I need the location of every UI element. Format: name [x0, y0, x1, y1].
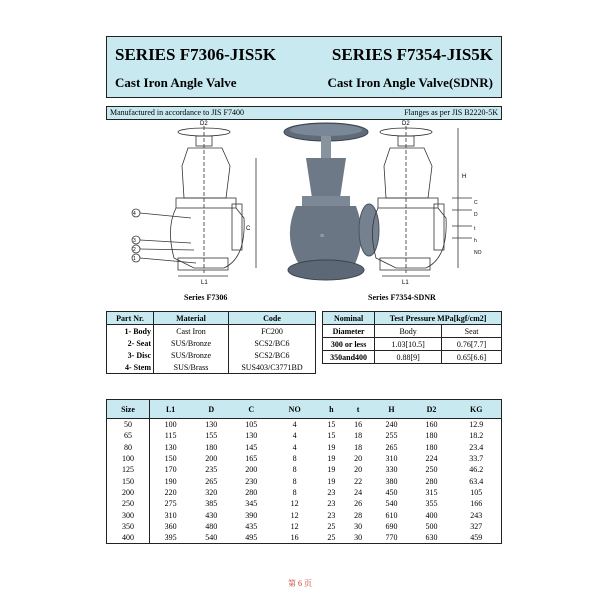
dimensions-cell: 4	[292, 442, 297, 452]
dim-c-left: C	[246, 226, 251, 232]
dimensions-cell: 46.2	[469, 465, 484, 475]
dimensions-cell: 250	[107, 498, 150, 509]
mat-cell: SCS2/BC6	[254, 350, 290, 360]
mat-cell: SUS/Bronze	[154, 337, 229, 349]
dimensions-cell: 125	[107, 464, 150, 475]
part-1: 1	[133, 256, 136, 262]
dimensions-table	[106, 399, 502, 544]
subtitle-right: Cast Iron Angle Valve(SDNR)	[327, 75, 493, 90]
pres-header-test: Test Pressure MPa[kgf/cm2]	[375, 312, 502, 325]
dimensions-cell: 15	[327, 431, 336, 441]
table-row	[107, 349, 316, 361]
dimensions-cell: 275	[164, 499, 177, 509]
dimensions-cell: 250	[425, 465, 438, 475]
dimensions-cell: 63.4	[469, 476, 484, 486]
dimensions-cell: 16	[354, 420, 363, 430]
dimensions-cell: 8	[292, 487, 297, 497]
dimensions-cell: 12	[290, 521, 299, 531]
dimensions-cell: 190	[164, 476, 177, 486]
part-4: 4	[133, 211, 136, 217]
pres-cell: 1.03[10.5]	[375, 338, 442, 351]
dimensions-cell: 20	[354, 454, 363, 464]
dimensions-cell: 320	[205, 487, 218, 497]
dimensions-cell: 200	[205, 454, 218, 464]
series-title-right: SERIES F7354-JIS5K	[331, 45, 493, 64]
dimensions-cell: 12.9	[469, 420, 484, 430]
dimensions-cell: 235	[205, 465, 218, 475]
part-2: 2	[133, 247, 136, 253]
dimensions-cell: 28	[354, 510, 363, 520]
dimensions-cell: 25	[327, 533, 336, 543]
mat-header-part: Part Nr.	[107, 312, 154, 325]
dimensions-cell: 240	[385, 420, 398, 430]
dim-d2-right: D2	[402, 121, 410, 127]
valve-photo	[284, 123, 379, 280]
mat-cell: 1- Body	[107, 325, 154, 338]
dim-l1-right: L1	[402, 280, 409, 286]
drawing-svg	[106, 118, 502, 294]
table-row	[107, 521, 502, 532]
dimensions-cell: 130	[245, 431, 258, 441]
dimensions-cell: 12	[290, 510, 299, 520]
table-row	[107, 464, 502, 475]
dimensions-cell: 155	[205, 431, 218, 441]
dimensions-header-cell: L1	[150, 400, 192, 419]
dim-t-right: t	[474, 226, 476, 232]
pressure-table	[322, 311, 502, 364]
dimensions-cell: 310	[164, 510, 177, 520]
dimensions-cell: 24	[354, 487, 363, 497]
pres-diameter: Diameter	[323, 325, 375, 338]
dimensions-cell: 23	[327, 487, 336, 497]
dimensions-cell: 19	[327, 476, 336, 486]
dimensions-cell: 265	[385, 442, 398, 452]
mat-cell: 4- Stem	[107, 361, 154, 374]
pres-cell: 0.65[6.6]	[442, 351, 502, 364]
table-row	[107, 430, 502, 441]
mat-cell: SUS/Bronze	[154, 349, 229, 361]
pres-cell: 300 or less	[323, 338, 375, 351]
caption-left: Series F7306	[184, 293, 228, 302]
materials-table	[106, 311, 316, 374]
table-row	[107, 532, 502, 544]
dimensions-cell: 105	[245, 420, 258, 430]
subtitle-left: Cast Iron Angle Valve	[115, 75, 237, 90]
dimensions-cell: 360	[164, 521, 177, 531]
dimensions-cell: 630	[425, 533, 438, 543]
dimensions-cell: 300	[107, 509, 150, 520]
dimensions-cell: 327	[470, 521, 483, 531]
dimensions-header-cell: NO	[271, 400, 318, 419]
left-schematic	[132, 126, 256, 276]
dimensions-cell: 180	[425, 442, 438, 452]
mat-cell: SCS2/BC6	[254, 338, 290, 348]
pres-cell: 350and400	[323, 351, 375, 364]
mat-cell: 3- Disc	[107, 349, 154, 361]
svg-text:≡: ≡	[320, 233, 325, 240]
dimensions-cell: 500	[425, 521, 438, 531]
dimensions-cell: 16	[290, 533, 299, 543]
page-number: 第 6 页	[288, 579, 312, 588]
table-row	[107, 325, 316, 338]
table-row	[107, 475, 502, 486]
dimensions-cell: 770	[385, 533, 398, 543]
series-title-left: SERIES F7306-JIS5K	[115, 45, 277, 64]
dimensions-cell: 145	[245, 442, 258, 452]
dimensions-cell: 100	[164, 420, 177, 430]
table-row	[107, 361, 316, 374]
mat-cell: FC200	[261, 326, 283, 336]
dimensions-cell: 315	[425, 487, 438, 497]
dimensions-cell: 20	[354, 465, 363, 475]
dimensions-cell: 18	[354, 431, 363, 441]
dimensions-cell: 200	[107, 487, 150, 498]
mat-header-material: Material	[154, 312, 229, 325]
dimensions-cell: 4	[292, 431, 297, 441]
dimensions-cell: 540	[205, 533, 218, 543]
dimensions-cell: 130	[164, 442, 177, 452]
dim-d2-left: D2	[200, 121, 208, 127]
flange-note: Flanges as per JIS B2220-5K	[404, 108, 498, 117]
valve-drawings	[106, 118, 502, 294]
right-schematic	[372, 126, 472, 276]
dimensions-header-cell: D	[191, 400, 231, 419]
dimensions-cell: 160	[425, 420, 438, 430]
table-row	[107, 337, 316, 349]
dimensions-cell: 170	[164, 465, 177, 475]
table-row	[107, 453, 502, 464]
dimensions-cell: 150	[164, 454, 177, 464]
header-banner	[106, 36, 502, 98]
dimensions-cell: 166	[470, 499, 483, 509]
dimensions-cell: 395	[164, 533, 177, 543]
table-row	[107, 509, 502, 520]
dimensions-cell: 8	[292, 476, 297, 486]
dimensions-header-cell: C	[231, 400, 271, 419]
dimensions-cell: 450	[385, 487, 398, 497]
dimensions-cell: 459	[470, 533, 483, 543]
table-row	[323, 338, 502, 351]
table-row	[107, 487, 502, 498]
dimensions-cell: 8	[292, 454, 297, 464]
dimensions-cell: 18	[354, 442, 363, 452]
dimensions-cell: 390	[245, 510, 258, 520]
dimensions-cell: 105	[470, 487, 483, 497]
pres-seat: Seat	[442, 325, 502, 338]
table-row	[107, 498, 502, 509]
dimensions-cell: 15	[327, 420, 336, 430]
dimensions-cell: 540	[385, 499, 398, 509]
dimensions-cell: 12	[290, 499, 299, 509]
dimensions-cell: 280	[425, 476, 438, 486]
dimensions-cell: 18.2	[469, 431, 484, 441]
dimensions-cell: 480	[205, 521, 218, 531]
dimensions-cell: 22	[354, 476, 363, 486]
dimensions-cell: 33.7	[469, 454, 484, 464]
dimensions-cell: 100	[107, 453, 150, 464]
dimensions-cell: 180	[425, 431, 438, 441]
dimensions-cell: 385	[205, 499, 218, 509]
pres-cell: 0.76[7.7]	[442, 338, 502, 351]
dimensions-cell: 130	[205, 420, 218, 430]
dimensions-cell: 4	[292, 420, 297, 430]
caption-right: Series F7354-SDNR	[368, 293, 436, 302]
dimensions-cell: 180	[205, 442, 218, 452]
dimensions-cell: 30	[354, 533, 363, 543]
dimensions-cell: 26	[354, 499, 363, 509]
table-row	[107, 419, 502, 431]
dimensions-cell: 23	[327, 510, 336, 520]
dimensions-header-cell: h	[318, 400, 345, 419]
dimensions-cell: 400	[107, 532, 150, 544]
dimensions-cell: 220	[164, 487, 177, 497]
table-row	[107, 442, 502, 453]
dimensions-cell: 165	[245, 454, 258, 464]
dimensions-cell: 80	[107, 442, 150, 453]
dimensions-cell: 230	[245, 476, 258, 486]
dimensions-cell: 310	[385, 454, 398, 464]
standard-note: Manufactured in accordance to JIS F7400	[110, 108, 244, 117]
dimensions-cell: 23.4	[469, 442, 484, 452]
mat-cell: SUS/Brass	[154, 361, 229, 374]
pres-header-nominal: Nominal	[323, 312, 375, 325]
dimensions-cell: 265	[205, 476, 218, 486]
dim-l1-left: L1	[201, 280, 208, 286]
dimensions-cell: 400	[425, 510, 438, 520]
dimensions-cell: 380	[385, 476, 398, 486]
dimensions-cell: 19	[327, 465, 336, 475]
dimensions-cell: 50	[107, 419, 150, 431]
dim-h-right: H	[462, 174, 467, 180]
dimensions-header-cell: t	[345, 400, 372, 419]
dimensions-header-cell: H	[371, 400, 411, 419]
dimensions-cell: 430	[205, 510, 218, 520]
mat-header-code: Code	[229, 312, 316, 325]
dimensions-cell: 345	[245, 499, 258, 509]
dimensions-cell: 200	[245, 465, 258, 475]
dim-d-right: D	[474, 212, 478, 218]
dimensions-cell: 8	[292, 465, 297, 475]
dimensions-cell: 23	[327, 499, 336, 509]
part-3: 3	[133, 238, 136, 244]
dimensions-cell: 610	[385, 510, 398, 520]
dim-h-small-right: h	[474, 238, 477, 244]
dimensions-cell: 30	[354, 521, 363, 531]
mat-cell: SUS403/C3771BD	[229, 361, 316, 374]
dimensions-cell: 255	[385, 431, 398, 441]
dimensions-cell: 115	[164, 431, 177, 441]
pres-cell: 0.88[9]	[375, 351, 442, 364]
dimensions-cell: 280	[245, 487, 258, 497]
mat-cell: Cast Iron	[154, 325, 229, 338]
dimensions-cell: 243	[470, 510, 483, 520]
dimensions-cell: 350	[107, 521, 150, 532]
dimensions-cell: 690	[385, 521, 398, 531]
mat-cell: 2- Seat	[107, 337, 154, 349]
dimensions-cell: 435	[245, 521, 258, 531]
dimensions-cell: 19	[327, 454, 336, 464]
dimensions-header-row	[107, 400, 502, 419]
pres-body: Body	[375, 325, 442, 338]
dimensions-header-cell: Size	[107, 400, 150, 419]
table-row	[323, 351, 502, 364]
dimensions-cell: 19	[327, 442, 336, 452]
dimensions-cell: 330	[385, 465, 398, 475]
dimensions-cell: 65	[107, 430, 150, 441]
dim-c-right: C	[474, 200, 478, 206]
dimensions-cell: 150	[107, 475, 150, 486]
dimensions-cell: 495	[245, 533, 258, 543]
dim-no-right: NO	[474, 250, 482, 256]
dimensions-cell: 224	[425, 454, 438, 464]
dimensions-header-cell: D2	[411, 400, 451, 419]
dimensions-header-cell: KG	[452, 400, 502, 419]
dimensions-cell: 355	[425, 499, 438, 509]
dimensions-cell: 25	[327, 521, 336, 531]
